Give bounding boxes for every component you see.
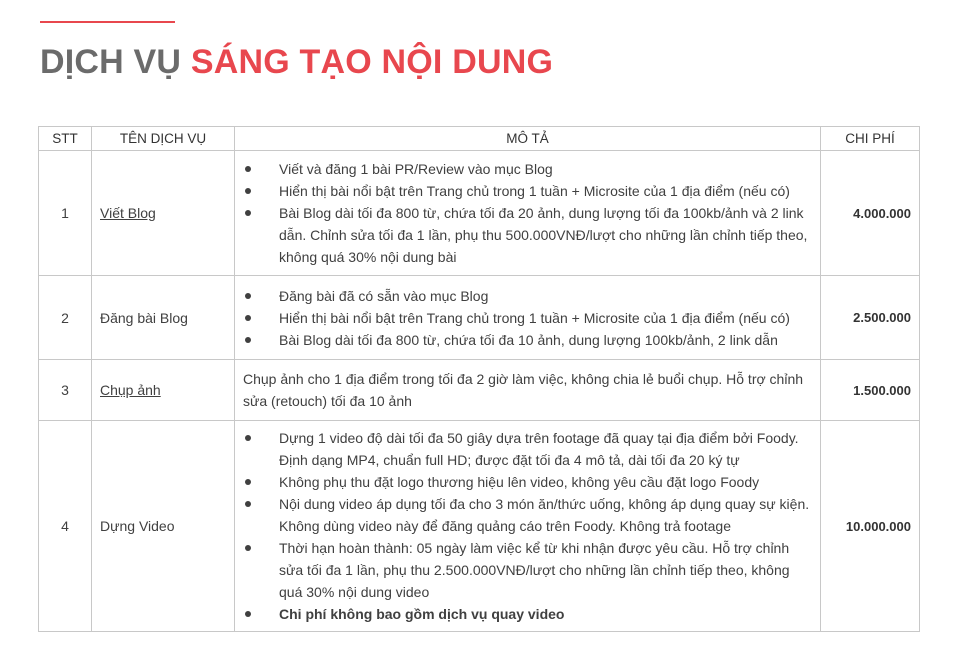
- list-item: Thời hạn hoàn thành: 05 ngày làm việc kể từ khi nhận được yêu cầu. Hỗ trợ chỉnh sửa tối đa 1 lần, phụ thu 2.500.000VNĐ/lượt cho những lần chỉnh tiếp theo, không quá 30% nội dung video: [243, 537, 812, 603]
- list-item: Nội dung video áp dụng tối đa cho 3 món ăn/thức uống, không áp dụng quay sự kiện. Không dùng video này để đăng quảng cáo trên Foody. Không trả footage: [243, 493, 812, 537]
- page-title-part1: DỊCH VỤ: [40, 43, 182, 81]
- column-header-desc: MÔ TẢ: [235, 127, 821, 151]
- table-header-row: [39, 127, 920, 151]
- cell-stt: 2: [39, 276, 92, 360]
- cell-stt: 3: [39, 360, 92, 421]
- list-item: Đăng bài đã có sẵn vào mục Blog: [243, 285, 812, 307]
- list-item: Bài Blog dài tối đa 800 từ, chứa tối đa 20 ảnh, dung lượng tối đa 100kb/ảnh và 2 link dẫn. Chỉnh sửa tối đa 1 lần, phụ thu 500.000VNĐ/lượt cho những lần chỉnh tiếp theo, không quá 30% nội dung bài: [243, 202, 812, 268]
- desc-list: [243, 158, 812, 268]
- table-row: [39, 360, 920, 421]
- cell-cost: 10.000.000: [821, 421, 920, 632]
- cell-desc: [235, 360, 821, 421]
- cell-desc: [235, 421, 821, 632]
- column-header-stt: STT: [39, 127, 92, 151]
- cell-desc: [235, 276, 821, 360]
- cell-name: Đăng bài Blog: [92, 276, 235, 360]
- list-item: Hiển thị bài nổi bật trên Trang chủ trong 1 tuần + Microsite của 1 địa điểm (nếu có): [243, 180, 812, 202]
- title-accent-line: [40, 21, 175, 23]
- desc-text: Chụp ảnh cho 1 địa điểm trong tối đa 2 giờ làm việc, không chia lẻ buổi chụp. Hỗ trợ chỉnh sửa (retouch) tối đa 10 ảnh: [243, 371, 804, 409]
- cell-name: Dựng Video: [92, 421, 235, 632]
- list-item: Bài Blog dài tối đa 800 từ, chứa tối đa 10 ảnh, dung lượng 100kb/ảnh, 2 link dẫn: [243, 329, 812, 351]
- table-row: [39, 276, 920, 360]
- service-link-chup-anh[interactable]: Chụp ảnh: [100, 382, 161, 398]
- page-title: [40, 40, 553, 84]
- list-item: Viết và đăng 1 bài PR/Review vào mục Blog: [243, 158, 812, 180]
- desc-list: [243, 285, 812, 351]
- table-row: [39, 421, 920, 632]
- desc-list: [243, 427, 812, 625]
- page-title-part2: SÁNG TẠO NỘI DUNG: [190, 43, 554, 81]
- table-row: [39, 151, 920, 276]
- services-table: [38, 126, 920, 632]
- cell-name: [92, 151, 235, 276]
- cell-name: [92, 360, 235, 421]
- cell-cost: 1.500.000: [821, 360, 920, 421]
- list-item: Dựng 1 video độ dài tối đa 50 giây dựa trên footage đã quay tại địa điểm bởi Foody. Định dạng MP4, chuẩn full HD; được đặt tối đa 4 mô tả, dài tối đa 20 ký tự: [243, 427, 812, 471]
- cell-cost: 4.000.000: [821, 151, 920, 276]
- list-item: Chi phí không bao gồm dịch vụ quay video: [243, 603, 812, 625]
- list-item: Hiển thị bài nổi bật trên Trang chủ trong 1 tuần + Microsite của 1 địa điểm (nếu có): [243, 307, 812, 329]
- column-header-cost: CHI PHÍ: [821, 127, 920, 151]
- cell-stt: 1: [39, 151, 92, 276]
- cell-cost: 2.500.000: [821, 276, 920, 360]
- list-item: Không phụ thu đặt logo thương hiệu lên video, không yêu cầu đặt logo Foody: [243, 471, 812, 493]
- cell-stt: 4: [39, 421, 92, 632]
- cell-desc: [235, 151, 821, 276]
- service-link-viet-blog[interactable]: Viết Blog: [100, 205, 156, 221]
- column-header-name: TÊN DỊCH VỤ: [92, 127, 235, 151]
